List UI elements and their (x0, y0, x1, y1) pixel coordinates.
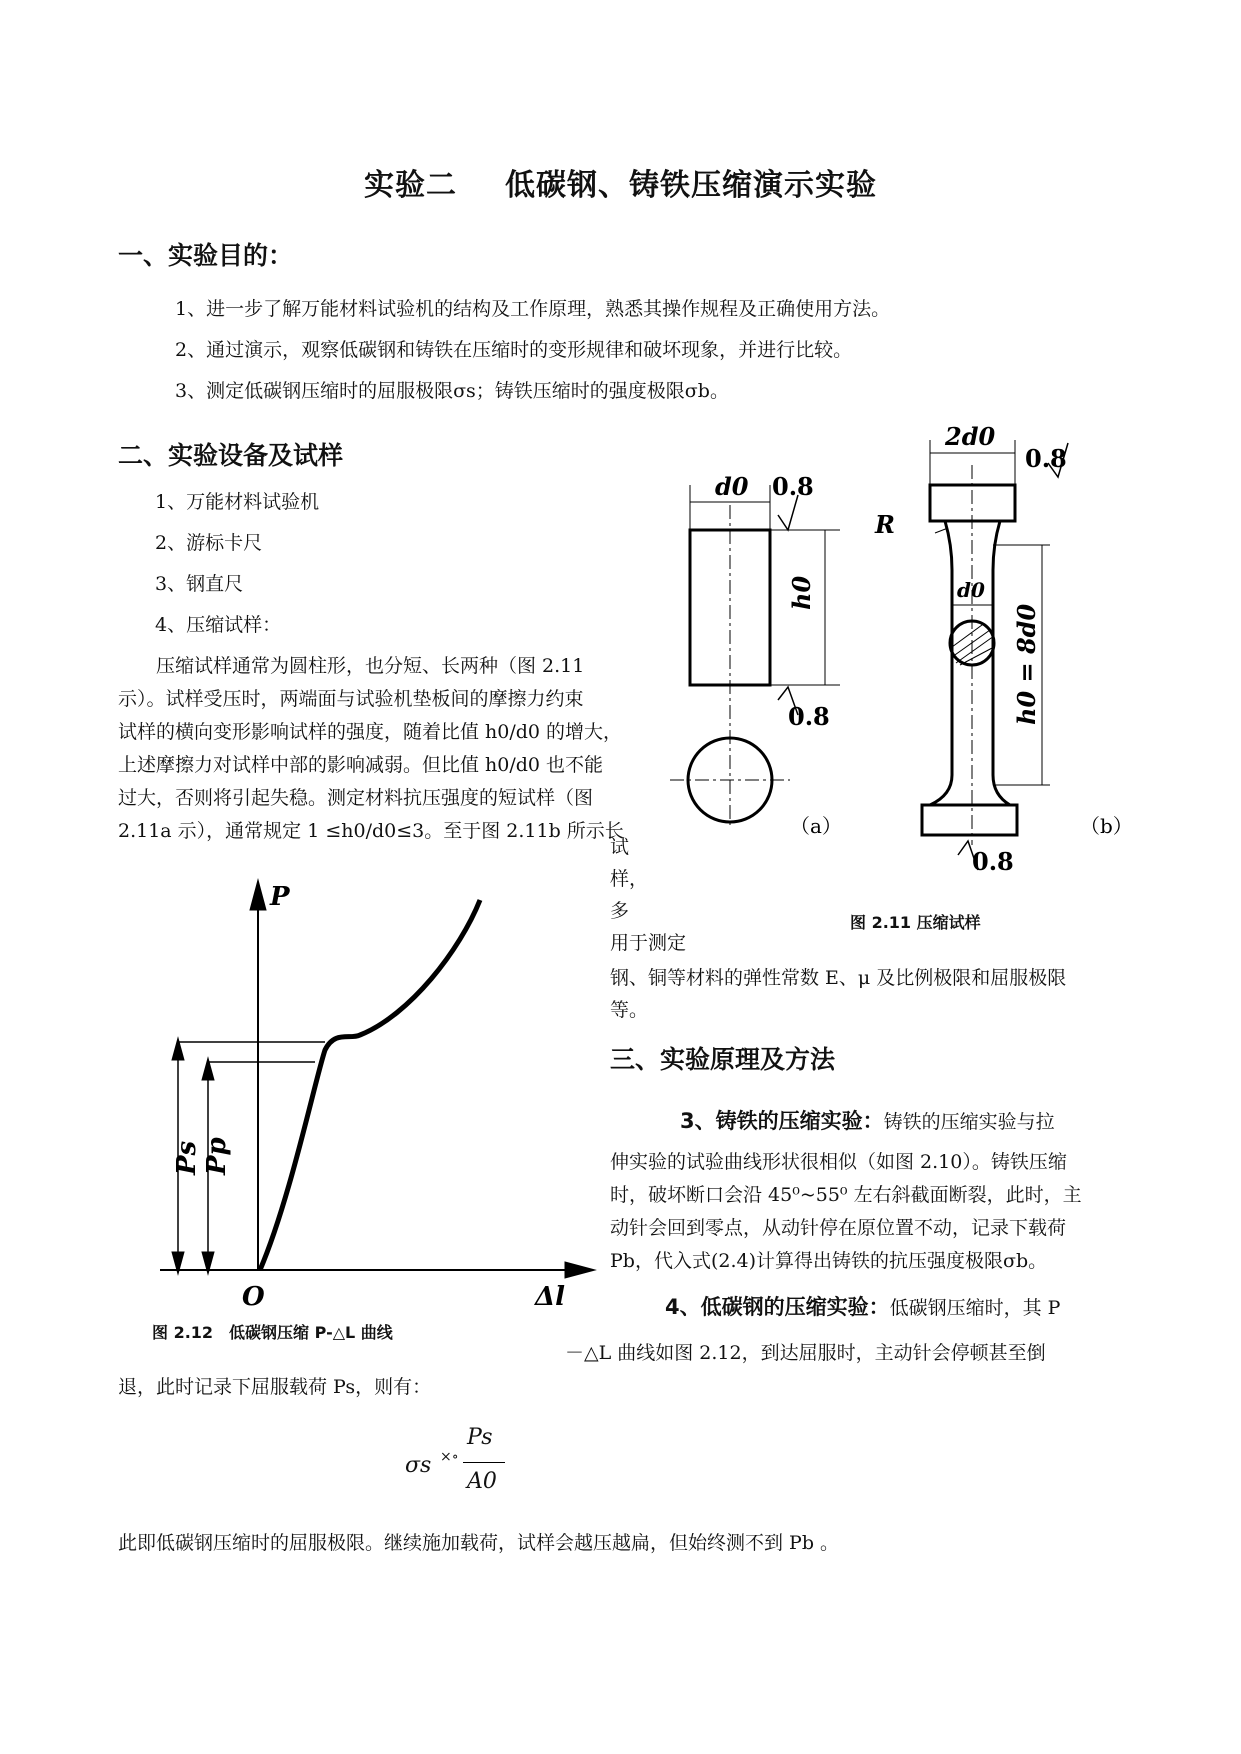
sub3-first-line (680, 1104, 1055, 1139)
continuation-line-3: 等。 (610, 999, 649, 1021)
sub4-first: 低碳钢压缩时，其 P (889, 1297, 1061, 1319)
title-part2: 低碳钢、铸铁压缩演示实验 (505, 168, 877, 203)
label-2d0: 2d0 (945, 425, 996, 451)
x-axis-label: Δl (535, 1282, 566, 1312)
sub4-title: 4、低碳钢的压缩实验： (665, 1295, 890, 1319)
vertical-char-3: 多 (610, 900, 630, 922)
sub3-line-2: 时，破坏断口会沿 45⁰~55⁰ 左右斜截面断裂，此时，主 (610, 1184, 1082, 1206)
section2-item-3: 3、钢直尺 (155, 573, 244, 595)
sub3-line-4: Pb，代入式(2.4)计算得出铸铁的抗压强度极限σb。 (610, 1250, 1048, 1272)
figure-2-11-caption: 图 2.11 压缩试样 (850, 913, 981, 932)
section3-heading: 三、实验原理及方法 (610, 1045, 836, 1074)
para-line-4: 上述摩擦力对试样中部的影响减弱。但比值 h0/d0 也不能 (118, 754, 604, 776)
label-d0-a: d0 (715, 472, 749, 501)
figure-2-12 (150, 870, 600, 1320)
section2-item-1: 1、万能材料试验机 (155, 491, 320, 513)
sub4-line-3: 退，此时记录下屈服载荷 Ps，则有： (118, 1376, 432, 1398)
section1-item-1: 1、进一步了解万能材料试验机的结构及工作原理，熟悉其操作规程及正确使用方法。 (175, 298, 891, 320)
vertical-char-2: 样， (610, 868, 649, 890)
continuation-line-2: 钢、铜等材料的弹性常数 E、μ 及比例极限和屈服极限 (610, 967, 1067, 989)
y-axis-arrow (250, 880, 266, 910)
section2-heading: 二、实验设备及试样 (118, 441, 344, 470)
label-d0-b: d0 (957, 578, 985, 602)
specimen-b-bottom-head (922, 805, 1017, 835)
specimen-b-shaft (930, 521, 1010, 805)
sub3-title: 3、铸铁的压缩实验： (680, 1109, 884, 1133)
title-part1: 实验二 (364, 168, 457, 203)
formula-eq: ×∘ (440, 1449, 459, 1465)
para-line-6: 2.11a 示），通常规定 1 ≤h0/d0≤3。至于图 2.11b 所示长 (118, 820, 624, 842)
vertical-char-1: 试 (610, 836, 630, 858)
para-line-2: 示）。试样受压时，两端面与试验机垫板间的摩擦力约束 (118, 688, 584, 710)
yield-formula (405, 1425, 525, 1505)
label-h0-eq: h0 = 8d0 (1012, 603, 1041, 725)
origin-label: O (242, 1282, 265, 1312)
sub3-line-3: 动针会回到零点，从动针停在原位置不动，记录下载荷 (610, 1217, 1067, 1239)
formula-lhs: σs (405, 1453, 432, 1478)
section1-item-3: 3、测定低碳钢压缩时的屈服极限σs；铸铁压缩时的强度极限σb。 (175, 380, 729, 402)
para-line-3: 试样的横向变形影响试样的强度，随着比值 h0/d0 的增大， (118, 721, 623, 743)
label-h0-a: h0 (787, 575, 816, 610)
sub3-line-1: 伸实验的试验曲线形状很相似（如图 2.10）。铸铁压缩 (610, 1151, 1067, 1173)
formula-numerator: Ps (467, 1425, 493, 1450)
sub4-line-2: －△L 曲线如图 2.12，到达屈服时，主动针会停顿甚至倒 (565, 1342, 1046, 1364)
sub3-first: 铸铁的压缩实验与拉 (883, 1111, 1055, 1133)
label-a: （a） (790, 814, 842, 838)
x-axis-arrow (565, 1262, 595, 1278)
page-title (0, 160, 1241, 204)
continuation-line-1: 用于测定 (610, 932, 687, 954)
para-line-5: 过大，否则将引起失稳。测定材料抗压强度的短试样（图 (118, 787, 594, 809)
para-line-1: 压缩试样通常为圆柱形，也分短、长两种（图 2.11 (156, 655, 585, 677)
roughness-a-bottom: 0.8 (788, 702, 830, 731)
section2-paragraph (118, 650, 650, 848)
y-axis-label: P (270, 882, 290, 912)
sub4-first-line (665, 1290, 1060, 1325)
pp-label: Pp (202, 1137, 232, 1175)
figure-2-11 (660, 425, 1140, 875)
label-b: （b） (1080, 814, 1133, 838)
final-line: 此即低碳钢压缩时的屈服极限。继续施加载荷，试样会越压越扁，但始终测不到 Pb 。 (118, 1532, 840, 1554)
formula-denominator: A0 (467, 1469, 497, 1494)
roughness-b-top: 0.8 (1025, 444, 1067, 473)
label-r: R (875, 510, 895, 539)
roughness-b-bottom: 0.8 (972, 847, 1014, 875)
section2-item-2: 2、游标卡尺 (155, 532, 263, 554)
ps-label: Ps (172, 1140, 202, 1175)
formula-fraction-bar (463, 1462, 505, 1463)
section1-item-2: 2、通过演示，观察低碳钢和铸铁在压缩时的变形规律和破坏现象，并进行比较。 (175, 339, 853, 361)
section1-heading: 一、实验目的： (118, 241, 294, 270)
figure-2-12-caption: 图 2.12 低碳钢压缩 P-△L 曲线 (152, 1323, 393, 1342)
p-delta-l-curve (260, 900, 480, 1270)
roughness-a-top: 0.8 (772, 472, 814, 501)
section2-item-4: 4、压缩试样： (155, 614, 282, 636)
